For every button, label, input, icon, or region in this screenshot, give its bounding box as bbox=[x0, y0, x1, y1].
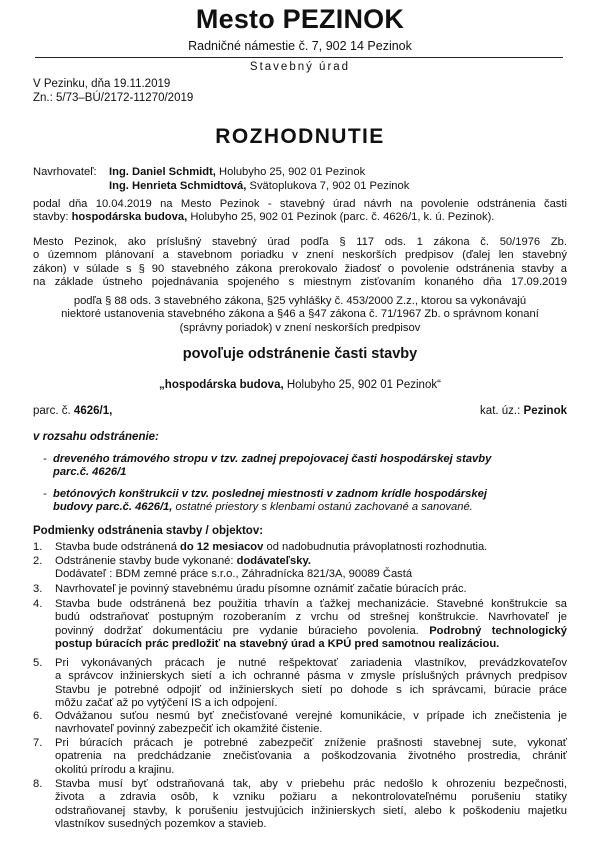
place-date: V Pezinku, dňa 19.11.2019 bbox=[33, 78, 171, 90]
text-line: postup búracích prác predložiť na stavebný úrad a KPÚ pred samotnou realizáciou. bbox=[55, 638, 500, 651]
condition-number: 1. bbox=[33, 541, 43, 553]
text-line: Pri vykonávaných prácach je nutné rešpektovať zariadenia vlastníkov, prevádzkovateľov bbox=[55, 657, 567, 669]
condition-item bbox=[33, 555, 567, 582]
condition-item bbox=[33, 737, 567, 777]
authority-paragraph bbox=[33, 236, 567, 290]
condition-number: 3. bbox=[33, 583, 43, 595]
condition-number: 6. bbox=[33, 710, 43, 722]
condition-number: 4. bbox=[33, 598, 43, 610]
applicant-name: Ing. Henrieta Schmidtová, bbox=[109, 180, 247, 192]
applicant-name: Ing. Daniel Schmidt, bbox=[109, 166, 216, 178]
text-line: niektoré ustanovenia stavebného zákona a §46 a §47 zákona č. 71/1967 Zb. o správnom konaní bbox=[61, 308, 539, 321]
condition-text bbox=[55, 657, 567, 711]
condition-number: 8. bbox=[33, 778, 43, 790]
condition-text bbox=[55, 555, 567, 582]
text-line: podal dňa 10.04.2019 na Mesto Pezinok - stavebný úrad návrh na povolenie odstránenia časti bbox=[33, 198, 567, 210]
text-line: Stavba musí byť odstraňovaná tak, aby v priebehu prác nedošlo k ohrozeniu bezpečnosti, bbox=[55, 778, 567, 790]
text-line: Mesto Pezinok, ako príslušný stavebný úrad podľa § 117 ods. 1 zákona č. 50/1976 Zb. bbox=[33, 236, 567, 248]
text-line: Pri búracích prácach je potrebné zabezpečiť zníženie prašnosti stavebnej sute, vykonať bbox=[55, 737, 567, 749]
text-line: Stavba bude odstránená bez použitia trhavín a ťažkej mechanizácie. Stavebné konštrukcie sa bbox=[55, 598, 567, 610]
text-line: odstraňovanej stavby, k porušeniu jestvujúcich inžinierskych sietí, alebo k poškodeniu majetku bbox=[55, 804, 567, 817]
text-line: o územnom plánovaní a stavebnom poriadku v znení neskorších predpisov (ďalej len stavebný bbox=[33, 249, 567, 262]
applicant-label: Navrhovateľ: bbox=[33, 166, 97, 178]
text-line: vlastníkov susedných pozemkov a stavieb. bbox=[55, 818, 267, 831]
parcel-number: parc. č. 4626/1, bbox=[33, 405, 113, 417]
object-name: hospodárska budova, bbox=[71, 211, 188, 224]
text-line: dreveného trámového stropu v tzv. zadnej prepojovacej časti hospodárskej stavby bbox=[53, 453, 492, 465]
header-divider bbox=[35, 57, 563, 58]
submission-paragraph bbox=[33, 198, 567, 225]
text-line: navrhovateľ povinný zabezpečiť ich okamžité čistenie. bbox=[55, 723, 323, 736]
text-line: parc.č. 4626/1 bbox=[53, 466, 127, 479]
applicant-address: Holubyho 25, 902 01 Pezinok bbox=[219, 166, 366, 178]
document-title: ROZHODNUTIE bbox=[215, 125, 385, 148]
cadastral-area: kat. úz.: Pezinok bbox=[480, 405, 567, 417]
city-prefix: Mesto bbox=[195, 4, 275, 34]
condition-item bbox=[33, 541, 567, 554]
office-name: Stavebný úrad bbox=[249, 61, 351, 73]
scope-item bbox=[43, 453, 567, 480]
scope-heading: v rozsahu odstránenie: bbox=[33, 431, 159, 443]
condition-text bbox=[55, 737, 567, 777]
text-line: budovy parc.č. 4626/1, ostatné priestory s klenbami ostanú zachované a sanované. bbox=[53, 501, 473, 514]
condition-item bbox=[33, 598, 567, 652]
text-line: betónových konštrukcii v tzv. poslednej miestnosti v zadnom krídle hospodárskej bbox=[53, 488, 487, 500]
text-line: môžu začať až po vytýčení IS a ich odpojení. bbox=[55, 697, 278, 710]
city-heading bbox=[0, 4, 600, 35]
decision-statement: povoľuje odstránenie časti stavby bbox=[182, 346, 418, 362]
text-line: podľa § 88 ods. 3 stavebného zákona, §25 vyhlášky č. 453/2000 Z.z., ktorou sa vykonávajú bbox=[73, 295, 527, 307]
text-line: života a zdravia osôb, k vzniku požiaru a nekontrolovateľnému porušeniu statiky bbox=[55, 791, 567, 804]
object-line bbox=[0, 379, 600, 391]
text-line: na základe ústneho pojednávania spojeného s miestnym zisťovaním konaného dňa 17.09.2019 bbox=[33, 276, 567, 289]
condition-text bbox=[55, 541, 567, 554]
condition-text bbox=[55, 598, 567, 652]
text-line: Stavbu je potrebné odpojiť od inžinierskych sietí po dohode s ich správcami, búracie práce bbox=[55, 683, 567, 696]
applicant-row bbox=[33, 180, 567, 193]
object-address: Holubyho 25, 902 01 Pezinok“ bbox=[283, 379, 441, 391]
condition-item bbox=[33, 778, 567, 832]
dash-bullet: - bbox=[43, 488, 47, 500]
condition-text bbox=[55, 583, 567, 596]
condition-item bbox=[33, 710, 567, 737]
condition-number: 7. bbox=[33, 737, 43, 749]
condition-number: 5. bbox=[33, 657, 43, 669]
text-line: okolitú prírodu a krajinu. bbox=[55, 763, 175, 776]
text-line: budú odstraňovať postupným rozoberaním z vrchu od strešnej konštrukcie. Navrhovateľ je bbox=[55, 611, 567, 624]
text-line: Stavba bude odstránená do 12 mesiacov od nadobudnutia právoplatnosti rozhodnutia. bbox=[55, 541, 488, 553]
condition-text bbox=[55, 710, 567, 737]
conditions-heading: Podmienky odstránenia stavby / objektov: bbox=[33, 525, 264, 537]
text-line: opatrenia na predchádzanie znečisťovania a poškodzovania životného prostredia, chrániť bbox=[55, 750, 567, 763]
text-line: Navrhovateľ je povinný stavebnému úradu písomne oznámiť začatie búracích prác. bbox=[55, 583, 467, 595]
condition-text bbox=[55, 778, 567, 832]
object-title: „hospodárska budova, bbox=[159, 379, 284, 391]
text-line: a správcov inžinierskych sietí a ich ochranné pásma v zmysle príslušných právnych predpisov bbox=[55, 670, 567, 683]
city-name: PEZINOK bbox=[282, 4, 405, 34]
file-number: Zn.: 5/73–BÚ/2172-11270/2019 bbox=[33, 92, 194, 104]
text-line: stavby: hospodárska budova, Holubyho 25, 902 01 Pezinok (parc. č. 4626/1, k. ú. Pezinok). bbox=[33, 211, 495, 224]
condition-item bbox=[33, 583, 567, 596]
legal-basis-paragraph bbox=[0, 295, 600, 335]
condition-item bbox=[33, 657, 567, 711]
text-line: Odvážanou suťou nesmú byť znečisťované verejné komunikácie, v prípade ich znečistenia je bbox=[55, 710, 567, 722]
text-line: povinný dodržať dokumentáciu pre vydanie búracieho povolenia. Podrobný technologický bbox=[55, 624, 567, 637]
applicant-row bbox=[33, 166, 567, 179]
text-line: zákon) v súlade s § 90 stavebného zákona prerokovalo žiadosť o povolenie odstránenia stavby a bbox=[33, 262, 567, 275]
dash-bullet: - bbox=[43, 453, 47, 465]
text-line: Dodávateľ : BDM zemné práce s.r.o., Záhradnícka 821/3A, 90089 Častá bbox=[55, 568, 413, 581]
condition-number: 2. bbox=[33, 555, 43, 567]
text-line: Odstránenie stavby bude vykonané: dodávateľsky. bbox=[55, 555, 311, 567]
city-address: Radničné námestie č. 7, 902 14 Pezinok bbox=[188, 39, 412, 53]
applicant-address: Svätoplukova 7, 902 01 Pezinok bbox=[249, 180, 410, 192]
scope-item bbox=[43, 488, 567, 515]
text-line: (správny poriadok) v znení neskorších predpisov bbox=[179, 321, 421, 334]
